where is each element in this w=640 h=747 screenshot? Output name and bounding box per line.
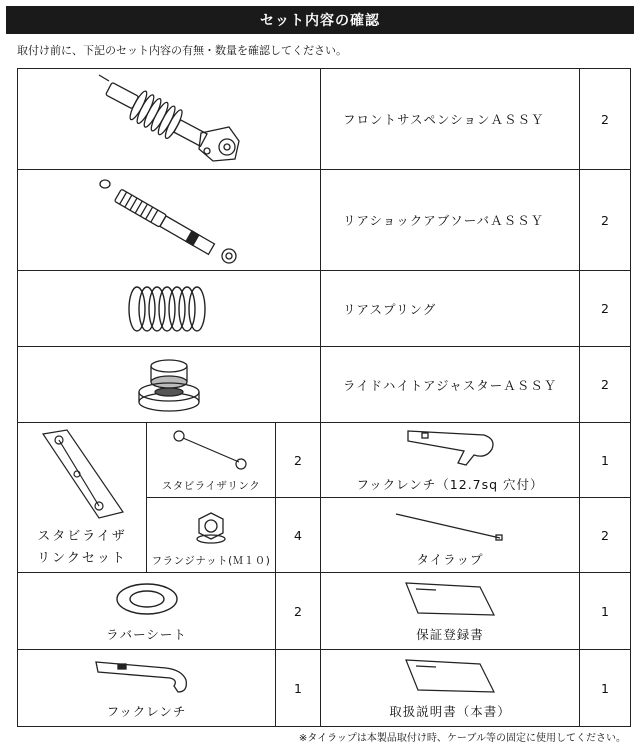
rubber-sheet-image xyxy=(112,579,182,619)
tie-wrap-name: タイラップ xyxy=(416,552,484,567)
hook-wrench-name: フックレンチ xyxy=(106,704,187,719)
rubber-sheet-name: ラバーシート xyxy=(106,627,187,642)
manual-qty: 1 xyxy=(580,650,631,727)
table-row xyxy=(18,650,631,727)
table-row xyxy=(18,423,631,498)
rear-spring-qty: 2 xyxy=(580,271,631,347)
manual-cell xyxy=(321,650,580,727)
hook-wrench-hole-qty: 1 xyxy=(580,423,631,498)
front-suspension-name: フロントサスペンションＡＳＳＹ xyxy=(321,69,580,170)
rear-spring-name: リアスプリング xyxy=(321,271,580,347)
stabilizer-kit-cell xyxy=(18,423,147,573)
table-row xyxy=(18,170,631,271)
flange-nut-qty: 4 xyxy=(276,498,321,573)
stabilizer-link-image xyxy=(171,428,251,472)
hook-wrench-cell xyxy=(18,650,276,727)
rear-shock-name: リアショックアブソーバＡＳＳＹ xyxy=(321,170,580,271)
rear-spring-image xyxy=(18,271,321,347)
stabilizer-kit-image xyxy=(37,426,127,520)
stabilizer-link-cell xyxy=(147,423,276,498)
hook-wrench-hole-cell xyxy=(321,423,580,498)
table-row xyxy=(18,69,631,170)
stabilizer-kit-label-2: リンクセット xyxy=(37,550,127,566)
instruction-text: 取付け前に、下記のセット内容の有無・数量を確認してください。 xyxy=(17,44,347,57)
hook-wrench-image xyxy=(92,654,202,696)
footnote: ※タイラップは本製品取付け時、ケーブル等の固定に使用してください。 xyxy=(298,733,626,744)
table-row xyxy=(18,347,631,423)
warranty-qty: 1 xyxy=(580,573,631,650)
stabilizer-link-name: スタビライザリンク xyxy=(161,480,261,492)
rubber-sheet-cell xyxy=(18,573,276,650)
contents-table xyxy=(17,68,631,727)
hook-wrench-hole-image xyxy=(400,425,500,469)
flange-nut-cell xyxy=(147,498,276,573)
table-row xyxy=(18,271,631,347)
warranty-card-image xyxy=(402,579,498,619)
front-suspension-image xyxy=(18,69,321,170)
rubber-sheet-qty: 2 xyxy=(276,573,321,650)
hook-wrench-qty: 1 xyxy=(276,650,321,727)
ride-height-adjuster-qty: 2 xyxy=(580,347,631,423)
tie-wrap-cell xyxy=(321,498,580,573)
flange-nut-image xyxy=(193,509,229,545)
stabilizer-kit-label-1: スタビライザ xyxy=(37,528,127,544)
flange-nut-name: フランジナット(Ｍ１０) xyxy=(151,555,271,567)
ride-height-adjuster-name: ライドハイトアジャスターＡＳＳＹ xyxy=(321,347,580,423)
manual-name: 取扱説明書（本書） xyxy=(389,704,511,719)
stabilizer-link-qty: 2 xyxy=(276,423,321,498)
warranty-name: 保証登録書 xyxy=(416,627,484,642)
page-title: セット内容の確認 xyxy=(6,6,634,34)
manual-image xyxy=(402,656,498,696)
hook-wrench-hole-name: フックレンチ（12.7sq 穴付） xyxy=(356,477,544,492)
tie-wrap-qty: 2 xyxy=(580,498,631,573)
warranty-cell xyxy=(321,573,580,650)
tie-wrap-image xyxy=(390,508,510,544)
rear-shock-image xyxy=(18,170,321,271)
table-row xyxy=(18,573,631,650)
rear-shock-qty: 2 xyxy=(580,170,631,271)
front-suspension-qty: 2 xyxy=(580,69,631,170)
ride-height-adjuster-image xyxy=(18,347,321,423)
